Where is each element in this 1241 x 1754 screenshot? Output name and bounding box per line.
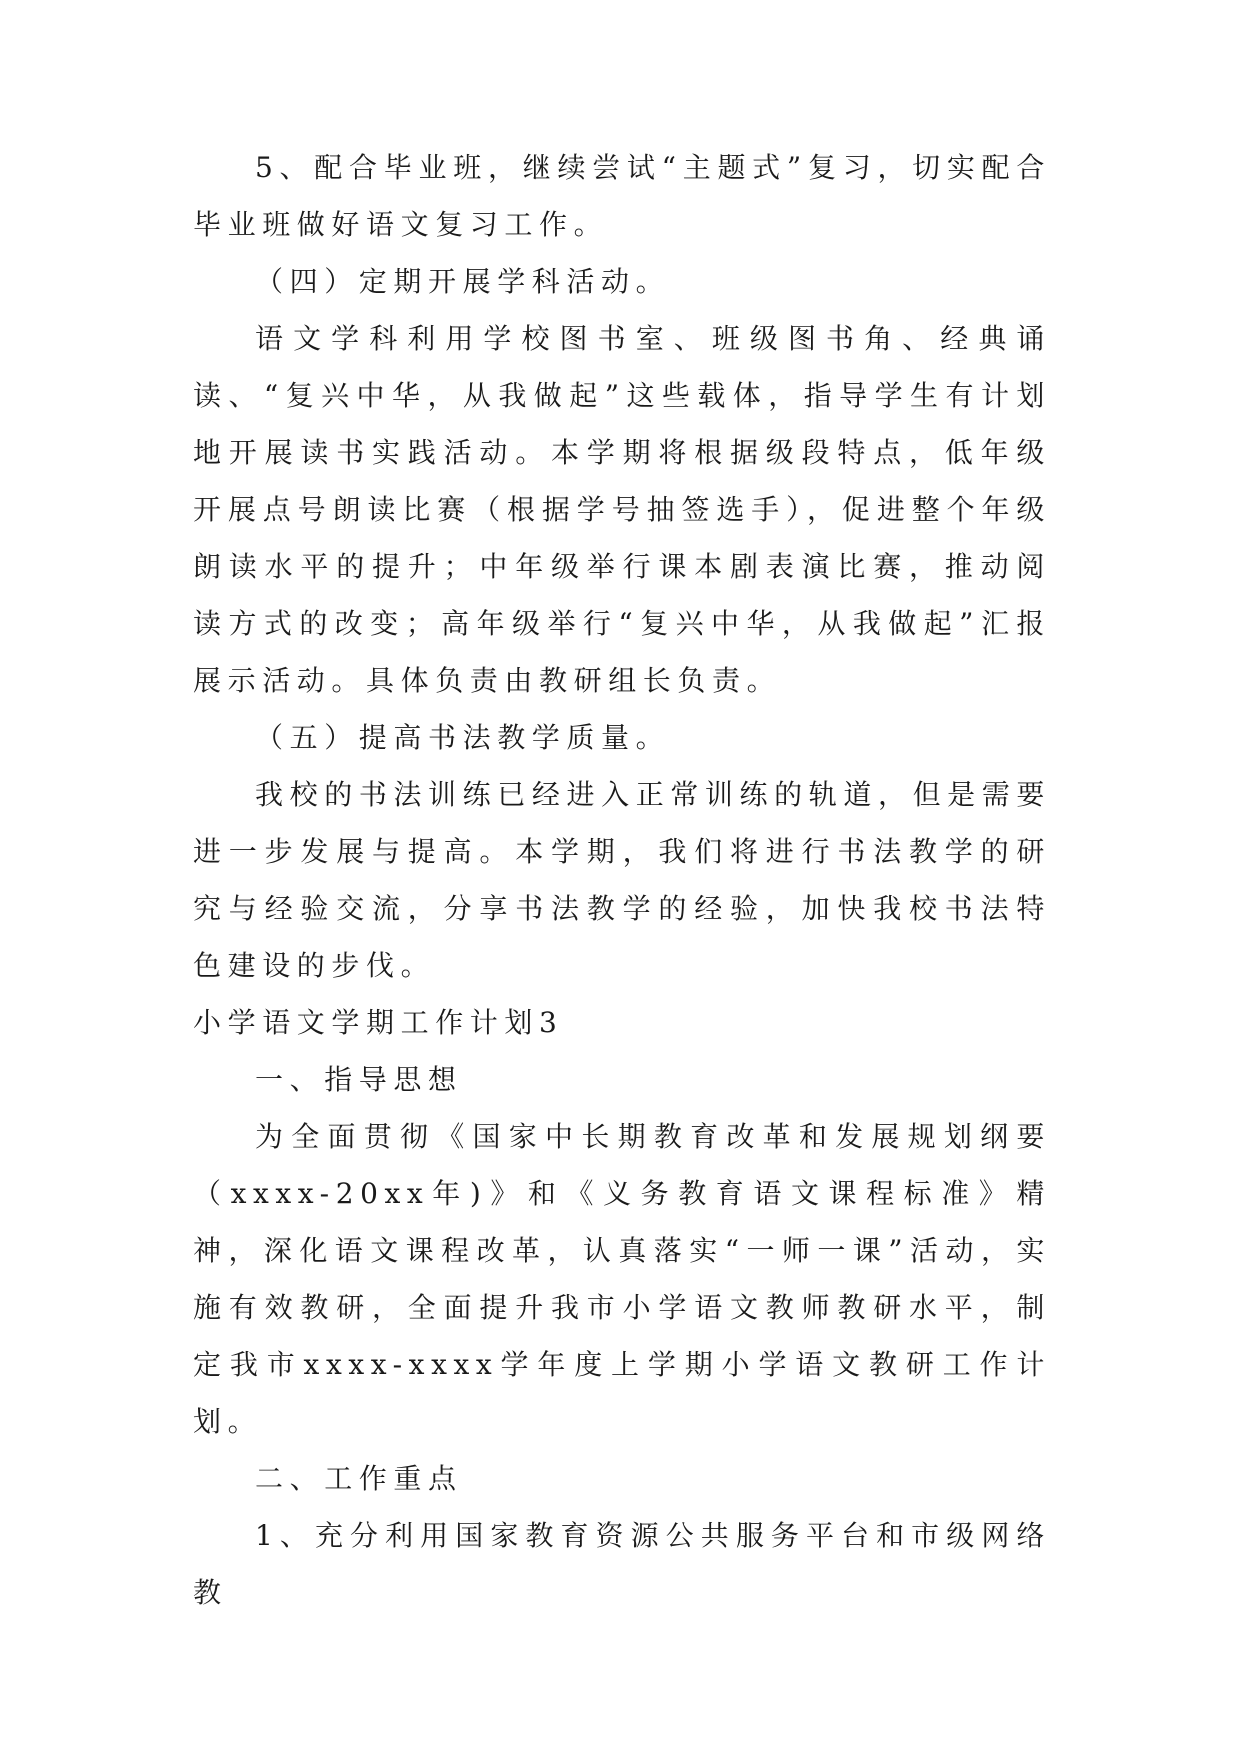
section-heading-calligraphy: （五）提高书法教学质量。 [255, 721, 671, 754]
paragraph-calligraphy-training: 我校的书法训练已经进入正常训练的轨道，但是需要进一步发展与提高。本学期，我们将进行书法教学的研究与经验交流，分享书法教学的经验，加快我校书法特色建设的步伐。 [193, 778, 1051, 982]
paragraph-work-focus-1: 1、充分利用国家教育资源公共服务平台和市级网络教 [193, 1519, 1051, 1609]
document-body [193, 139, 1051, 1621]
section-heading-subject-activities: （四）定期开展学科活动。 [255, 265, 671, 298]
paragraph-graduating-class-review: 5、配合毕业班，继续尝试“主题式”复习，切实配合毕业班做好语文复习工作。 [193, 151, 1051, 241]
paragraph-guiding-ideology: 为全面贯彻《国家中长期教育改革和发展规划纲要（xxxx-20xx年)》和《义务教育语文课程标准》精神，深化语文课程改革，认真落实“一师一课”活动，实施有效教研，全面提升我市小学语文教师教研水平，制定我市xxxx-xxxx学年度上学期小学语文教研工作计划。 [193, 1120, 1051, 1438]
section-heading-guiding-ideology: 一、指导思想 [255, 1063, 463, 1096]
document-subtitle-plan-3: 小学语文学期工作计划3 [193, 1006, 564, 1039]
paragraph-reading-activities: 语文学科利用学校图书室、班级图书角、经典诵读、“复兴中华，从我做起”这些载体，指导学生有计划地开展读书实践活动。本学期将根据级段特点，低年级开展点号朗读比赛（根据学号抽签选手），促进整个年级朗读水平的提升；中年级举行课本剧表演比赛，推动阅读方式的改变；高年级举行“复兴中华，从我做起”汇报展示活动。具体负责由教研组长负责。 [193, 322, 1051, 697]
section-heading-work-focus: 二、工作重点 [255, 1462, 463, 1495]
